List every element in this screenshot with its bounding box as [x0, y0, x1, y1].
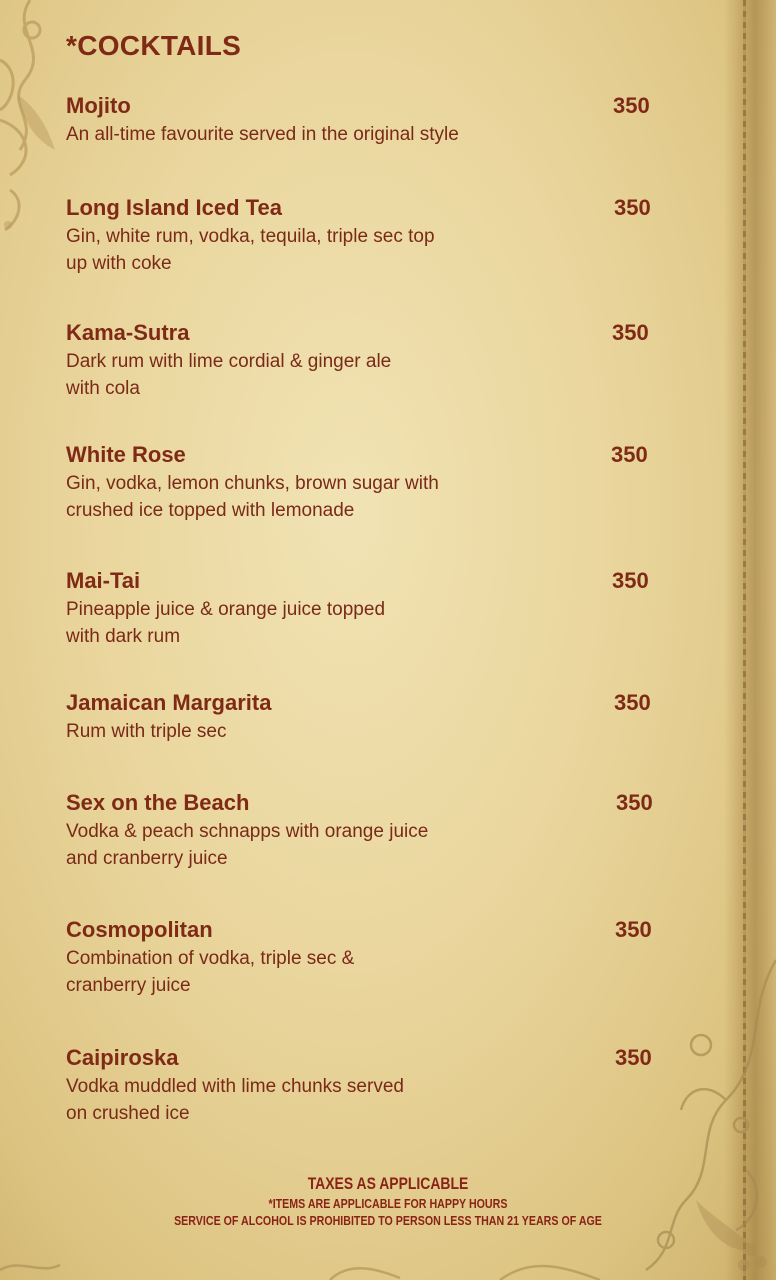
item-description: Pineapple juice & orange juice topped with dark rum — [66, 599, 386, 647]
item-price: 350 — [612, 320, 649, 345]
item-name: Kama-Sutra — [66, 320, 190, 345]
item-description: Rum with triple sec — [66, 721, 227, 742]
taxes-note: TAXES AS APPLICABLE — [307, 1174, 469, 1193]
item-price: 350 — [615, 1045, 652, 1070]
item-price: 350 — [613, 93, 650, 118]
item-description: Vodka & peach schnapps with orange juice and cranberry juice — [66, 821, 429, 869]
menu-item-kama-sutra — [66, 319, 666, 402]
menu-item-mai-tai — [66, 567, 666, 650]
item-description: Combination of vodka, triple sec & cranberry juice — [66, 948, 355, 996]
menu-item-sex-on-the-beach — [66, 789, 666, 872]
item-description: Gin, vodka, lemon chunks, brown sugar with crushed ice topped with lemonade — [66, 473, 439, 521]
item-description: Vodka muddled with lime chunks served on crushed ice — [66, 1076, 404, 1124]
menu-item-jamaican-margarita — [66, 689, 666, 745]
age-restriction-note: SERVICE OF ALCOHOL IS PROHIBITED TO PERSON LESS THAN 21 YEARS OF AGE — [174, 1213, 602, 1228]
menu-item-caipiroska — [66, 1044, 666, 1127]
item-description: Gin, white rum, vodka, tequila, triple sec top up with coke — [66, 226, 435, 274]
item-name: White Rose — [66, 442, 186, 467]
item-price: 350 — [611, 442, 648, 467]
item-name: Mojito — [66, 93, 131, 118]
item-description: An all-time favourite served in the original style — [66, 124, 459, 145]
item-name: Mai-Tai — [66, 568, 141, 593]
item-description: Dark rum with lime cordial & ginger ale with cola — [66, 351, 392, 399]
item-name: Caipiroska — [66, 1045, 179, 1070]
menu-item-long-island-iced-tea — [66, 194, 666, 277]
item-price: 350 — [615, 917, 652, 942]
item-name: Jamaican Margarita — [66, 690, 272, 715]
menu-item-white-rose — [66, 441, 666, 524]
item-price: 350 — [612, 568, 649, 593]
item-name: Sex on the Beach — [66, 790, 250, 815]
menu-item-cosmopolitan — [66, 916, 666, 999]
item-name: Long Island Iced Tea — [66, 195, 282, 220]
item-price: 350 — [614, 690, 651, 715]
section-heading: *COCKTAILS — [66, 30, 242, 61]
happy-hours-note: *ITEMS ARE APPLICABLE FOR HAPPY HOURS — [268, 1196, 508, 1211]
left-flourish-icon — [0, 0, 70, 260]
menu-item-mojito — [66, 92, 666, 148]
item-name: Cosmopolitan — [66, 917, 213, 942]
item-price: 350 — [616, 790, 653, 815]
item-price: 350 — [614, 195, 651, 220]
bottom-flourish-icon — [0, 1240, 776, 1280]
